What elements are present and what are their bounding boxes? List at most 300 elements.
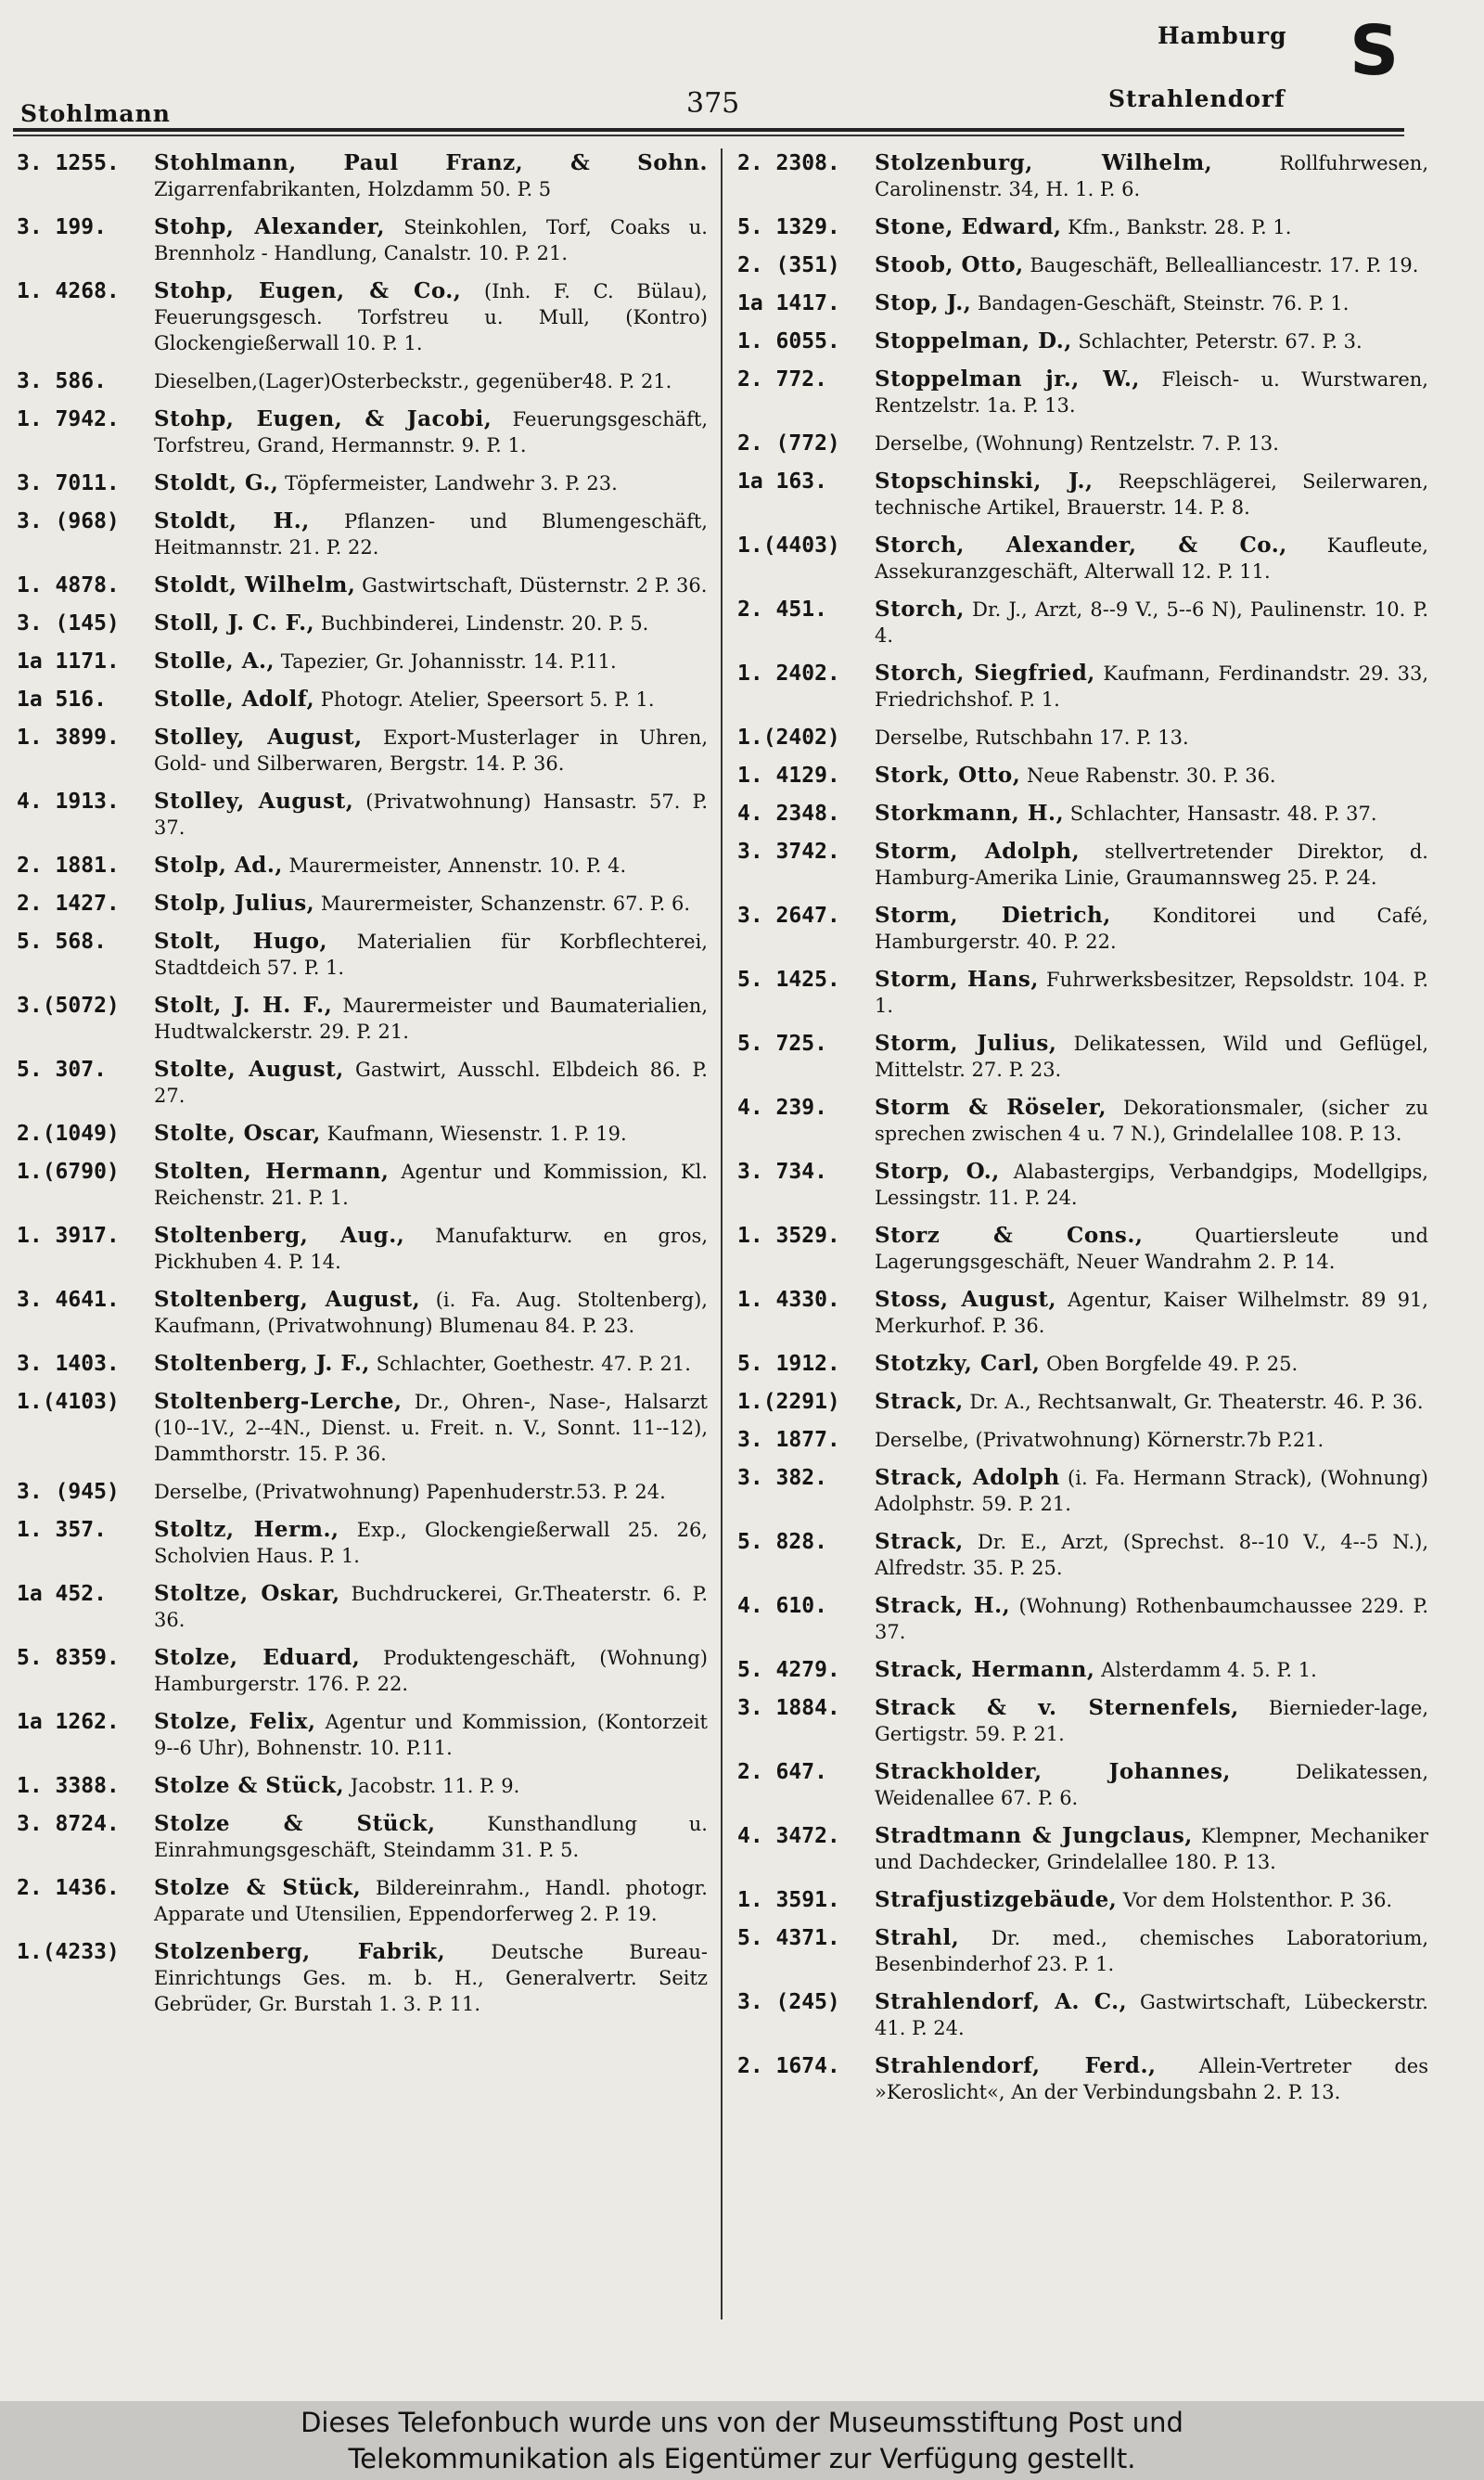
entry-body: [875, 1351, 1428, 1377]
subscriber-name: Storch, Siegfried,: [875, 661, 1095, 686]
entry-details: Steinkohlen, Torf, Coaks u. Brennholz - Handlung, Canalstr. 10. P. 21.: [154, 216, 708, 264]
subscriber-name: Stoppelman, D.,: [875, 328, 1072, 353]
phone-number: 1.(2402): [737, 726, 840, 750]
phone-number: 3. 734.: [737, 1160, 827, 1184]
phone-number: 5. 8359.: [17, 1646, 120, 1670]
entry-body: [875, 1389, 1428, 1415]
entry-body: [154, 789, 708, 841]
entry-details: Materialien für Korbflechterei, Stadtdeich 57. P. 1.: [154, 931, 708, 979]
header-right-keyword: Strahlendorf: [1108, 85, 1286, 112]
entry-details: Deutsche Bureau-Einrichtungs Ges. m. b. H., Generalvertr. Seitz Gebrüder, Gr. Burstah 1. 3. P. 11.: [154, 1941, 708, 2015]
directory-entry: [737, 1159, 1428, 1211]
directory-entry: [737, 1095, 1428, 1147]
directory-entry: [17, 1389, 708, 1467]
entry-body: [154, 368, 708, 394]
directory-entry: [737, 839, 1428, 891]
entry-body: [875, 725, 1428, 751]
entry-details: Kaufmann, Wiesenstr. 1. P. 19.: [326, 1123, 627, 1145]
entry-details: Dekorationsmaler, (sicher zu sprechen zwischen 4 u. 7 N.), Grindelallee 108. P. 13.: [875, 1097, 1428, 1145]
phone-number: 3.(5072): [17, 994, 120, 1018]
phone-number: 5. 1329.: [737, 215, 840, 239]
directory-entry: [737, 1465, 1428, 1517]
phone-number: 2. 451.: [737, 598, 827, 622]
directory-entry: [737, 1351, 1428, 1377]
directory-entry: [737, 801, 1428, 827]
phone-number: 1. 3529.: [737, 1224, 840, 1248]
entry-body: [875, 469, 1428, 520]
entry-body: [875, 839, 1428, 891]
phone-number: 1. 357.: [17, 1518, 107, 1542]
subscriber-name: Stolley, August,: [154, 789, 354, 814]
phone-number: 1. 4129.: [737, 764, 840, 788]
phone-number: 1. 7942.: [17, 407, 120, 431]
subscriber-name: Strahlendorf, Ferd.,: [875, 2053, 1157, 2078]
subscriber-name: Storch,: [875, 597, 965, 622]
directory-entry: [17, 406, 708, 458]
footer-notice: [0, 2401, 1484, 2480]
header-rule-thin: [13, 135, 1404, 136]
entry-body: [154, 278, 708, 356]
phone-number: 1. 4878.: [17, 573, 120, 598]
entry-body: [875, 1759, 1428, 1811]
entry-body: [875, 1695, 1428, 1747]
directory-entry: [17, 1709, 708, 1761]
phone-number: 3. 1403.: [17, 1352, 120, 1376]
directory-entry: [17, 470, 708, 496]
entry-details: Dr. med., chemisches Laboratorium, Besenbinderhof 23. P. 1.: [875, 1927, 1428, 1975]
subscriber-name: Stolze & Stück,: [154, 1773, 345, 1798]
entry-details: Bandagen-Geschäft, Steinstr. 76. P. 1.: [977, 292, 1350, 315]
entry-details: Gastwirt, Ausschl. Elbdeich 86. P. 27.: [154, 1059, 708, 1107]
subscriber-name: Stoldt, G.,: [154, 470, 279, 495]
entry-body: [875, 801, 1428, 827]
entry-details: Alsterdamm 4. 5. P. 1.: [1101, 1659, 1317, 1681]
directory-entry: [17, 1057, 708, 1109]
subscriber-name: Stohp, Alexander,: [154, 214, 386, 239]
subscriber-name: Stolze, Eduard,: [154, 1645, 361, 1670]
entry-body: [154, 572, 708, 598]
subscriber-name: Stoppelman jr., W.,: [875, 366, 1140, 392]
entry-details: Zigarrenfabrikanten, Holzdamm 50. P. 5: [154, 178, 552, 200]
directory-entry: [17, 853, 708, 879]
entry-details: Kunsthandlung u. Einrahmungsgeschäft, Steindamm 31. P. 5.: [154, 1813, 708, 1861]
entry-details: Delikatessen, Wild und Geflügel, Mittelstr. 27. P. 23.: [875, 1033, 1428, 1081]
entry-details: Derselbe, (Wohnung) Rentzelstr. 7. P. 13.: [875, 432, 1279, 455]
entry-body: [154, 406, 708, 458]
subscriber-name: Stopschinski, J.,: [875, 469, 1094, 494]
entry-details: Dr. E., Arzt, (Sprechst. 8--10 V., 4--5 N.), Alfredstr. 35. P. 25.: [875, 1531, 1428, 1579]
phone-number: 2. 1427.: [17, 892, 120, 916]
entry-details: Maurermeister, Schanzenstr. 67. P. 6.: [320, 893, 691, 915]
subscriber-name: Stoll, J. C. F.,: [154, 610, 315, 636]
directory-entry: [17, 1645, 708, 1697]
entry-body: [154, 1479, 708, 1505]
entry-details: Kaufleute, Assekuranzgeschäft, Alterwall 12. P. 11.: [875, 534, 1428, 583]
subscriber-name: Stoltenberg, Aug.,: [154, 1223, 405, 1248]
page-number: 375: [686, 87, 740, 120]
directory-entry: [737, 328, 1428, 354]
entry-body: [875, 252, 1428, 278]
entry-body: [875, 903, 1428, 955]
entry-body: [875, 1925, 1428, 1977]
footer-line-2: Telekommunikation als Eigentümer zur Verfügung gestellt.: [348, 2443, 1136, 2474]
entry-details: Biernieder-lage, Gertigstr. 59. P. 21.: [875, 1697, 1428, 1745]
subscriber-name: Stolley, August,: [154, 725, 363, 750]
directory-entry: [17, 687, 708, 713]
directory-entry: [737, 1989, 1428, 2041]
entry-body: [154, 725, 708, 777]
entry-body: [875, 430, 1428, 456]
entry-details: Produktengeschäft, (Wohnung) Hamburgerstr. 176. P. 22.: [154, 1647, 708, 1695]
subscriber-name: Stoltenberg-Lerche,: [154, 1389, 403, 1414]
entry-details: Dr. J., Arzt, 8--9 V., 5--6 N), Paulinenstr. 10. P. 4.: [875, 598, 1428, 647]
right-column: [737, 150, 1428, 2117]
subscriber-name: Stolp, Ad.,: [154, 853, 283, 878]
entry-details: Photogr. Atelier, Speersort 5. P. 1.: [320, 688, 655, 711]
entry-details: Vor dem Holstenthor. P. 36.: [1122, 1889, 1393, 1911]
subscriber-name: Storm, Dietrich,: [875, 903, 1111, 928]
entry-details: Agentur, Kaiser Wilhelmstr. 89 91, Merkurhof. P. 36.: [875, 1289, 1428, 1337]
entry-details: Dieselben,(Lager)Osterbeckstr., gegenüber48. P. 21.: [154, 370, 672, 392]
entry-body: [875, 1287, 1428, 1339]
directory-entry: [737, 533, 1428, 585]
entry-body: [154, 610, 708, 636]
entry-details: (i. Fa. Aug. Stoltenberg), Kaufmann, (Privatwohnung) Blumenau 84. P. 23.: [154, 1289, 708, 1337]
directory-entry: [17, 150, 708, 202]
entry-body: [875, 150, 1428, 202]
entry-body: [875, 1887, 1428, 1913]
subscriber-name: Stolte, Oscar,: [154, 1121, 321, 1146]
entry-details: Buchdruckerei, Gr.Theaterstr. 6. P. 36.: [154, 1583, 708, 1631]
phone-number: 3. 4641.: [17, 1288, 120, 1312]
directory-entry: [737, 252, 1428, 278]
phone-number: 1.(4233): [17, 1940, 120, 1964]
entry-details: Bildereinrahm., Handl. photogr. Apparate und Utensilien, Eppendorferweg 2. P. 19.: [154, 1877, 708, 1925]
entry-body: [154, 1223, 708, 1275]
entry-details: Agentur und Kommission, (Kontorzeit 9--6 Uhr), Bohnenstr. 10. P.11.: [154, 1711, 708, 1759]
directory-entry: [737, 1529, 1428, 1581]
entry-details: Buchbinderei, Lindenstr. 20. P. 5.: [320, 612, 649, 635]
entry-details: Gastwirtschaft, Lübeckerstr. 41. P. 24.: [875, 1991, 1428, 2039]
subscriber-name: Stolze & Stück,: [154, 1875, 362, 1900]
subscriber-name: Storz & Cons.,: [875, 1223, 1144, 1248]
phone-number: 1. 4268.: [17, 279, 120, 303]
directory-entry: [17, 891, 708, 917]
phone-number: 3. 1877.: [737, 1428, 840, 1452]
entry-details: Fuhrwerksbesitzer, Repsoldstr. 104. P. 1.: [875, 969, 1428, 1017]
entry-body: [154, 1159, 708, 1211]
phone-number: 3. (245): [737, 1990, 840, 2014]
directory-entry: [737, 1593, 1428, 1645]
entry-body: [154, 891, 708, 917]
entry-details: Kfm., Bankstr. 28. P. 1.: [1068, 216, 1292, 238]
directory-entry: [17, 1351, 708, 1377]
subscriber-name: Stork, Otto,: [875, 763, 1021, 788]
entry-details: Dr. A., Rechtsanwalt, Gr. Theaterstr. 46. P. 36.: [969, 1391, 1424, 1413]
phone-number: 4. 239.: [737, 1096, 827, 1120]
subscriber-name: Stop, J.,: [875, 290, 972, 315]
entry-details: Agentur und Kommission, Kl. Reichenstr. 21. P. 1.: [154, 1161, 708, 1209]
entry-body: [875, 290, 1428, 316]
entry-body: [154, 929, 708, 981]
directory-entry: [737, 366, 1428, 418]
subscriber-name: Stoob, Otto,: [875, 252, 1024, 277]
entry-details: (Inh. F. C. Bülau), Feuerungsgesch. Torfstreu u. Mull, (Kontro) Glockengießerwall 10. P. 1.: [154, 280, 708, 354]
directory-entry: [17, 1287, 708, 1339]
entry-body: [875, 214, 1428, 240]
entry-body: [154, 853, 708, 879]
directory-entry: [737, 1031, 1428, 1083]
entry-body: [154, 1875, 708, 1927]
directory-entry: [737, 430, 1428, 456]
entry-body: [154, 993, 708, 1045]
phone-number: 3. 586.: [17, 369, 107, 393]
phone-number: 3. (968): [17, 509, 120, 533]
phone-number: 2. 772.: [737, 367, 827, 392]
entry-details: Schlachter, Peterstr. 67. P. 3.: [1078, 330, 1362, 353]
phone-number: 3. 199.: [17, 215, 107, 239]
directory-entry: [737, 150, 1428, 202]
subscriber-name: Storm & Röseler,: [875, 1095, 1107, 1120]
directory-entry: [737, 469, 1428, 520]
phone-number: 4. 1913.: [17, 790, 120, 814]
entry-details: Alabastergips, Verbandgips, Modellgips, Lessingstr. 11. P. 24.: [875, 1161, 1428, 1209]
phone-number: 1. 6055.: [737, 329, 840, 353]
directory-entry: [17, 1581, 708, 1633]
entry-details: (Privatwohnung) Hansastr. 57. P. 37.: [154, 790, 708, 839]
phone-number: 4. 3472.: [737, 1824, 840, 1848]
directory-entry: [17, 649, 708, 675]
entry-body: [875, 1223, 1428, 1275]
phone-number: 1. 3591.: [737, 1888, 840, 1912]
entry-body: [875, 597, 1428, 649]
directory-entry: [17, 725, 708, 777]
entry-details: Kaufmann, Ferdinandstr. 29. 33, Friedrichshof. P. 1.: [875, 662, 1428, 711]
phone-number: 5. 4279.: [737, 1658, 840, 1682]
phone-number: 2. 2308.: [737, 151, 840, 175]
entry-body: [154, 1287, 708, 1339]
subscriber-name: Stoss, August,: [875, 1287, 1056, 1312]
subscriber-name: Stolp, Julius,: [154, 891, 315, 916]
phone-number: 1a 1262.: [17, 1710, 120, 1734]
phone-number: 2. 1881.: [17, 854, 120, 878]
directory-entry: [17, 929, 708, 981]
subscriber-name: Storch, Alexander, & Co.,: [875, 533, 1287, 558]
entry-body: [154, 1709, 708, 1761]
phone-number: 4. 2348.: [737, 802, 840, 826]
entry-body: [154, 470, 708, 496]
phone-number: 2.(1049): [17, 1122, 120, 1146]
entry-details: Manufakturw. en gros, Pickhuben 4. P. 14.: [154, 1225, 708, 1273]
subscriber-name: Stolzenberg, Fabrik,: [154, 1939, 446, 1964]
subscriber-name: Strack, Hermann,: [875, 1657, 1095, 1682]
directory-entry: [17, 572, 708, 598]
entry-details: Derselbe, Rutschbahn 17. P. 13.: [875, 726, 1189, 749]
subscriber-name: Stohlmann, Paul Franz, & Sohn.: [154, 150, 708, 175]
subscriber-name: Stohp, Eugen, & Co.,: [154, 278, 462, 303]
subscriber-name: Storm, Hans,: [875, 967, 1039, 992]
phone-number: 1a 163.: [737, 469, 827, 494]
subscriber-name: Strack, Adolph: [875, 1465, 1060, 1490]
subscriber-name: Strack,: [875, 1389, 964, 1414]
subscriber-name: Stoldt, H.,: [154, 508, 310, 533]
subscriber-name: Stolzenburg, Wilhelm,: [875, 150, 1213, 175]
entry-body: [875, 366, 1428, 418]
phone-number: 1. 3388.: [17, 1774, 120, 1798]
directory-entry: [17, 1479, 708, 1505]
entry-details: Pflanzen- und Blumengeschäft, Heitmannstr. 21. P. 22.: [154, 510, 708, 559]
directory-entry: [17, 508, 708, 560]
directory-entry: [737, 1389, 1428, 1415]
phone-number: 1. 4330.: [737, 1288, 840, 1312]
directory-entry: [17, 1875, 708, 1927]
phone-number: 1.(2291): [737, 1390, 840, 1414]
subscriber-name: Stoltz, Herm.,: [154, 1517, 339, 1542]
phone-number: 2. (351): [737, 253, 840, 277]
entry-details: Tapezier, Gr. Johannisstr. 14. P.11.: [280, 650, 617, 673]
directory-entry: [17, 1223, 708, 1275]
directory-entry: [737, 903, 1428, 955]
entry-body: [875, 661, 1428, 713]
subscriber-name: Stolze & Stück,: [154, 1811, 436, 1836]
subscriber-name: Stoltenberg, August,: [154, 1287, 421, 1312]
entry-body: [875, 763, 1428, 789]
entry-details: (i. Fa. Hermann Strack), (Wohnung) Adolphstr. 59. P. 21.: [875, 1467, 1429, 1515]
directory-entry: [737, 725, 1428, 751]
entry-details: Neue Rabenstr. 30. P. 36.: [1026, 765, 1276, 787]
phone-number: 1.(6790): [17, 1160, 120, 1184]
column-divider: [721, 148, 723, 2319]
phone-number: 3. 7011.: [17, 471, 120, 495]
entry-details: Jacobstr. 11. P. 9.: [350, 1775, 520, 1797]
phone-number: 3. 1255.: [17, 151, 120, 175]
entry-details: Gastwirtschaft, Düsternstr. 2 P. 36.: [362, 574, 708, 597]
subscriber-name: Stoldt, Wilhelm,: [154, 572, 356, 598]
phone-number: 3. (945): [17, 1480, 120, 1504]
entry-body: [154, 150, 708, 202]
entry-body: [875, 967, 1428, 1019]
directory-entry: [737, 763, 1428, 789]
directory-entry: [737, 597, 1428, 649]
entry-details: Allein-Vertreter des »Keroslicht«, An der Verbindungsbahn 2. P. 13.: [875, 2055, 1428, 2103]
entry-details: Klempner, Mechaniker und Dachdecker, Grindelallee 180. P. 13.: [875, 1825, 1428, 1873]
phone-number: 3. 8724.: [17, 1812, 120, 1836]
subscriber-name: Strack, H.,: [875, 1593, 1011, 1618]
phone-number: 1a 1171.: [17, 649, 120, 674]
entry-body: [875, 1529, 1428, 1581]
subscriber-name: Storp, O.,: [875, 1159, 1000, 1184]
entry-details: Reepschlägerei, Seilerwaren, technische Artikel, Brauerstr. 14. P. 8.: [875, 470, 1428, 519]
entry-body: [154, 1389, 708, 1467]
directory-entry: [17, 1159, 708, 1211]
subscriber-name: Stolte, August,: [154, 1057, 344, 1082]
entry-body: [154, 1517, 708, 1569]
directory-entry: [737, 290, 1428, 316]
footer-line-1: Dieses Telefonbuch wurde uns von der Museumsstiftung Post und: [301, 2407, 1183, 2438]
header-rule: [13, 128, 1404, 132]
directory-entry: [737, 214, 1428, 240]
entry-body: [875, 1465, 1428, 1517]
entry-body: [875, 1593, 1428, 1645]
entry-body: [875, 1427, 1428, 1453]
subscriber-name: Stoltenberg, J. F.,: [154, 1351, 370, 1376]
left-column: [17, 150, 708, 2029]
subscriber-name: Stohp, Eugen, & Jacobi,: [154, 406, 493, 431]
directory-entry: [17, 368, 708, 394]
phone-number: 3. 382.: [737, 1466, 827, 1490]
directory-entry: [737, 1223, 1428, 1275]
directory-entry: [17, 278, 708, 356]
subscriber-name: Strack & v. Sternenfels,: [875, 1695, 1239, 1720]
phone-number: 1a 452.: [17, 1582, 107, 1606]
phone-number: 1. 2402.: [737, 662, 840, 686]
entry-body: [875, 1823, 1428, 1875]
directory-entry: [737, 661, 1428, 713]
phone-number: 3. (145): [17, 611, 120, 636]
phone-number: 2. 1436.: [17, 1876, 120, 1900]
entry-details: Töpfermeister, Landwehr 3. P. 23.: [285, 472, 618, 495]
entry-body: [875, 1159, 1428, 1211]
directory-entry: [737, 1823, 1428, 1875]
entry-body: [154, 1351, 708, 1377]
subscriber-name: Strackholder, Johannes,: [875, 1759, 1231, 1784]
entry-details: Export-Musterlager in Uhren, Gold- und Silberwaren, Bergstr. 14. P. 36.: [154, 726, 709, 775]
directory-entry: [17, 1517, 708, 1569]
entry-details: Derselbe, (Privatwohnung) Körnerstr.7b P.21.: [875, 1429, 1324, 1451]
directory-entry: [737, 1287, 1428, 1339]
subscriber-name: Strafjustizgebäude,: [875, 1887, 1118, 1912]
directory-entry: [17, 993, 708, 1045]
subscriber-name: Stotzky, Carl,: [875, 1351, 1041, 1376]
phone-number: 1a 1417.: [737, 291, 840, 315]
directory-entry: [17, 1773, 708, 1799]
entry-details: Delikatessen, Weidenallee 67. P. 6.: [875, 1761, 1428, 1809]
entry-details: Maurermeister und Baumaterialien, Hudtwalckerstr. 29. P. 21.: [154, 995, 708, 1043]
phone-number: 3. 3742.: [737, 840, 840, 864]
entry-details: Derselbe, (Privatwohnung) Papenhuderstr.53. P. 24.: [154, 1481, 666, 1503]
phone-number: 2. 647.: [737, 1760, 827, 1784]
entry-details: Fleisch- u. Wurstwaren, Rentzelstr. 1a. P. 13.: [875, 368, 1428, 417]
subscriber-name: Stolten, Hermann,: [154, 1159, 390, 1184]
subscriber-name: Stolle, A.,: [154, 649, 275, 674]
phone-number: 5. 828.: [737, 1530, 827, 1554]
entry-body: [154, 1581, 708, 1633]
subscriber-name: Stolt, Hugo,: [154, 929, 327, 954]
phone-number: 1.(4103): [17, 1390, 120, 1414]
phone-number: 1. 3917.: [17, 1224, 120, 1248]
subscriber-name: Stone, Edward,: [875, 214, 1062, 239]
entry-body: [154, 1057, 708, 1109]
phone-number: 5. 4371.: [737, 1926, 840, 1950]
entry-body: [154, 214, 708, 266]
subscriber-name: Strahlendorf, A. C.,: [875, 1989, 1128, 2014]
subscriber-name: Stoltze, Oskar,: [154, 1581, 340, 1606]
entry-details: Schlachter, Hansastr. 48. P. 37.: [1069, 803, 1377, 825]
subscriber-name: Stradtmann & Jungclaus,: [875, 1823, 1193, 1848]
entry-details: Maurermeister, Annenstr. 10. P. 4.: [288, 855, 627, 877]
phone-number: 1. 3899.: [17, 726, 120, 750]
directory-entry: [737, 1887, 1428, 1913]
phone-number: 5. 1912.: [737, 1352, 840, 1376]
subscriber-name: Stolle, Adolf,: [154, 687, 315, 712]
entry-body: [154, 649, 708, 675]
entry-body: [875, 1031, 1428, 1083]
entry-body: [154, 1939, 708, 2017]
directory-entry: [17, 214, 708, 266]
entry-body: [875, 533, 1428, 585]
header-left-keyword: Stohlmann: [20, 100, 171, 127]
directory-entry: [737, 1759, 1428, 1811]
